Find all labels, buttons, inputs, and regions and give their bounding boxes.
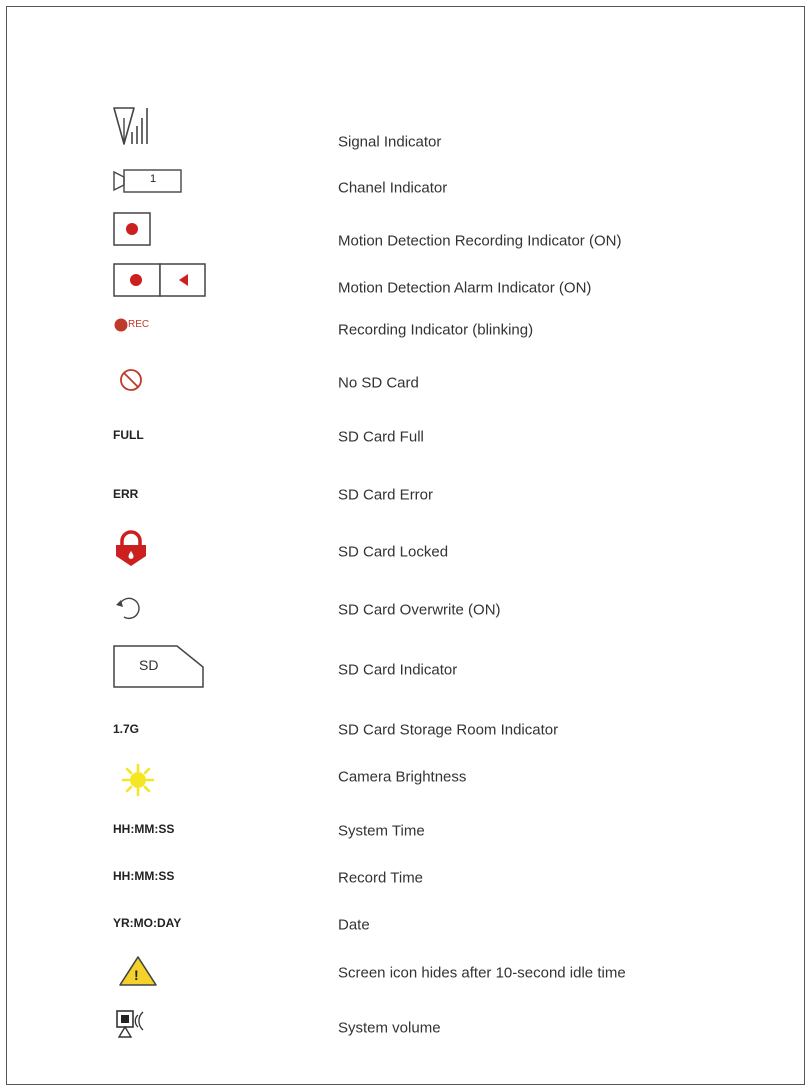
err-code-text: ERR bbox=[113, 487, 139, 501]
no-sd-card-icon bbox=[119, 368, 143, 392]
rec-text: REC bbox=[128, 319, 150, 330]
indicator-label: No SD Card bbox=[338, 374, 419, 392]
indicator-label: SD Card Error bbox=[338, 486, 434, 504]
signal-antenna-icon bbox=[112, 104, 150, 148]
indicator-label: SD Card Storage Room Indicator bbox=[338, 721, 559, 739]
indicator-label: Recording Indicator (blinking) bbox=[338, 321, 534, 339]
indicator-label: Motion Detection Recording Indicator (ON) bbox=[338, 232, 622, 250]
sun-icon bbox=[121, 763, 155, 797]
indicator-label: SD Card Locked bbox=[338, 543, 449, 561]
indicator-label: System Time bbox=[338, 822, 425, 840]
channel-number-text: 1 bbox=[150, 173, 157, 185]
warning-exclamation-text: ! bbox=[134, 967, 139, 983]
rec-dot-icon bbox=[114, 318, 128, 332]
padlock-icon bbox=[114, 529, 148, 567]
indicator-label: Record Time bbox=[338, 869, 424, 887]
system-time-code-text: HH:MM:SS bbox=[113, 822, 175, 836]
indicator-label: SD Card Overwrite (ON) bbox=[338, 601, 501, 619]
indicator-label: SD Card Full bbox=[338, 428, 424, 446]
sd-card-icon bbox=[113, 645, 205, 689]
indicator-label: Camera Brightness bbox=[338, 768, 467, 786]
indicator-label: Signal Indicator bbox=[338, 133, 442, 151]
speaker-volume-icon bbox=[115, 1009, 155, 1039]
indicator-label: Screen icon hides after 10-second idle time bbox=[338, 964, 626, 982]
overwrite-arrow-icon bbox=[114, 595, 142, 621]
storage-code-text: 1.7G bbox=[113, 722, 140, 736]
indicator-label: Date bbox=[338, 916, 370, 934]
indicator-label: System volume bbox=[338, 1019, 441, 1037]
date-code-text: YR:MO:DAY bbox=[113, 916, 182, 930]
camera-channel-icon bbox=[112, 167, 184, 195]
sd-card-text: SD bbox=[139, 657, 159, 673]
indicator-label: Chanel Indicator bbox=[338, 179, 448, 197]
record-time-code-text: HH:MM:SS bbox=[113, 869, 175, 883]
motion-recording-icon bbox=[113, 212, 151, 246]
document-page bbox=[6, 6, 805, 1085]
indicator-label: Motion Detection Alarm Indicator (ON) bbox=[338, 279, 592, 297]
indicator-label: SD Card Indicator bbox=[338, 661, 458, 679]
full-code-text: FULL bbox=[113, 428, 144, 442]
motion-alarm-icon bbox=[113, 263, 207, 297]
